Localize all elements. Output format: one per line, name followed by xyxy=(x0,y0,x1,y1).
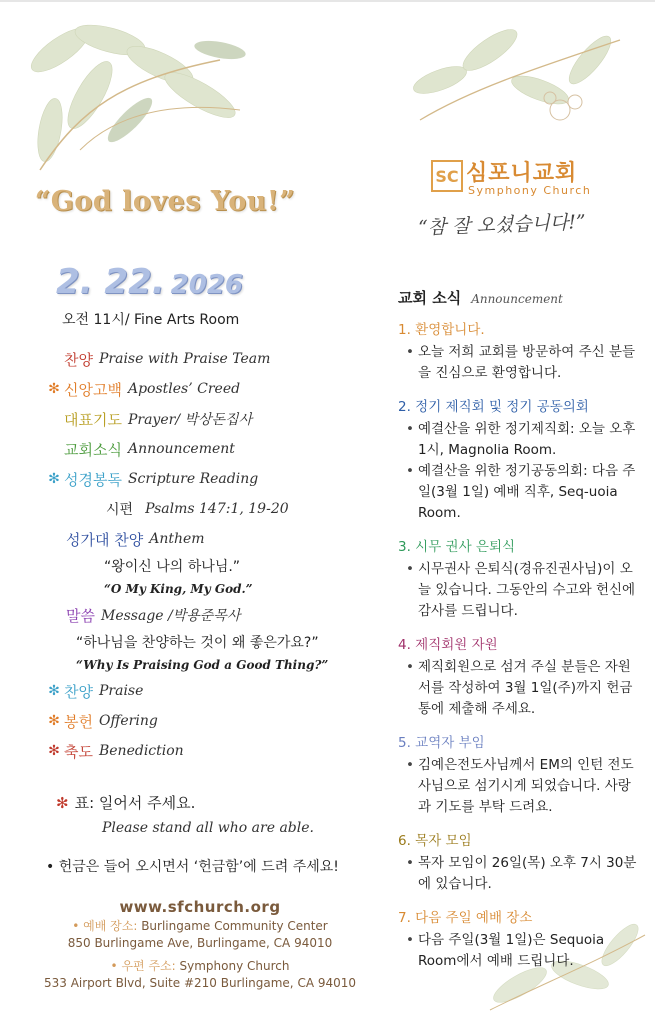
announcement-section xyxy=(398,829,638,895)
offering-note: • 헌금은 들어 오시면서 ‘헌금함’에 드려 주세요! xyxy=(46,859,339,875)
order-item-creed xyxy=(46,374,376,404)
order-item-prayer xyxy=(46,404,376,434)
order-item-announcement xyxy=(46,434,376,464)
asterisk-icon: ✻ xyxy=(48,471,60,487)
announcement-title xyxy=(398,287,563,308)
announcement-heading: 7. 다음 주일 예배 장소 xyxy=(398,910,533,926)
leaves-illustration-left xyxy=(20,20,260,180)
order-item-praise xyxy=(46,344,376,374)
order-item-message xyxy=(46,600,376,630)
anthem-title-ko-text: “왕이신 나의 하나님.” xyxy=(104,559,241,575)
sermon-title-ko xyxy=(46,630,376,654)
announcement-heading: 4. 제직회원 자원 xyxy=(398,637,498,653)
order-item-ko: 성가대 찬양 xyxy=(66,530,144,549)
footer xyxy=(0,898,400,992)
announcement-item: • 제직회원으로 섬겨 주실 분들은 자원서를 작성하여 3월 1일(주)까지 헌금통에 제출해 주세요. xyxy=(406,657,638,720)
sermon-title-ko-text: “하나님을 찬양하는 것이 왜 좋은가요?” xyxy=(76,635,319,651)
scripture-reference xyxy=(46,494,376,524)
announcement-item: • 다음 주일(3월 1일)은 Sequoia Room에서 예배 드립니다. xyxy=(406,930,638,972)
scripture-en: Psalms 147:1, 19-20 xyxy=(145,501,289,517)
church-logo-icon: SC xyxy=(431,160,463,192)
announcement-list xyxy=(398,318,638,983)
order-item-en: Benediction xyxy=(98,743,184,759)
order-item-ko: 말씀 xyxy=(66,606,95,625)
announcement-item: • 김예은전도사님께서 EM의 인턴 전도사님으로 섬기시게 되었습니다. 사랑과 기도를 부탁 드려요. xyxy=(406,755,638,818)
announcement-item: • 오늘 저희 교회를 방문하여 주신 분들을 진심으로 환영합니다. xyxy=(406,342,638,384)
order-item-ko: 신앙고백 xyxy=(64,380,122,399)
order-item-en: Message /박용준목사 xyxy=(100,608,241,624)
order-of-worship xyxy=(46,344,376,766)
announcement-item: • 시무권사 은퇴식(경유진권사님)이 오늘 있습니다. 그동안의 수고와 헌신에 감사를 드립니다. xyxy=(406,559,638,622)
announcement-heading: 2. 정기 제직회 및 정기 공동의회 xyxy=(398,399,589,415)
church-name-en: Symphony Church xyxy=(468,184,592,197)
sermon-title-en xyxy=(46,654,376,676)
announcement-title-ko: 교회 소식 xyxy=(398,289,462,307)
announcement-section xyxy=(398,633,638,720)
welcome-message: “참 잘 오셨습니다!” xyxy=(417,211,587,239)
worship-address: 850 Burlingame Ave, Burlingame, CA 94010 xyxy=(67,936,333,950)
worship-place: Burlingame Community Center xyxy=(141,919,328,933)
order-item-ko: 대표기도 xyxy=(64,410,122,429)
announcement-item: • 목자 모임이 26일(목) 오후 7시 30분에 있습니다. xyxy=(406,853,638,895)
order-item-en: Anthem xyxy=(149,531,205,547)
anthem-title-en-text: “O My King, My God.” xyxy=(104,582,253,596)
order-item-en: Praise with Praise Team xyxy=(98,351,271,367)
order-item-en: Praise xyxy=(98,683,144,699)
stand-note-en: Please stand all who are able. xyxy=(102,820,314,836)
announcement-section xyxy=(398,906,638,972)
leaves-illustration-right xyxy=(410,20,630,140)
god-loves-you-banner: “God loves You!” xyxy=(34,186,296,217)
sermon-title-en-text: “Why Is Praising God a Good Thing?” xyxy=(76,658,329,672)
announcement-section xyxy=(398,535,638,622)
order-item-benediction xyxy=(46,736,376,766)
order-item-ko: 교회소식 xyxy=(64,440,122,459)
order-item-ko: 찬양 xyxy=(64,350,93,369)
mail-address: 533 Airport Blvd, Suite #210 Burlingame, CA 94010 xyxy=(43,976,357,990)
top-border xyxy=(0,0,655,2)
order-item-ko: 성경봉독 xyxy=(64,470,122,489)
asterisk-icon: ✻ xyxy=(56,794,69,812)
order-item-anthem xyxy=(46,524,376,554)
order-item-en: Apostles’ Creed xyxy=(127,381,241,397)
order-item-offering xyxy=(46,706,376,736)
mail-name: Symphony Church xyxy=(179,959,290,973)
order-item-ko: 축도 xyxy=(64,742,93,761)
stand-note-ko: 표: 일어서 주세요. xyxy=(74,794,196,812)
asterisk-icon: ✻ xyxy=(48,713,60,729)
worship-place-line xyxy=(0,918,400,935)
order-item-closing-praise xyxy=(46,676,376,706)
time-place: 오전 11시/ Fine Arts Room xyxy=(62,312,240,328)
order-item-en: Announcement xyxy=(127,441,235,457)
announcement-section xyxy=(398,731,638,818)
announcement-heading: 3. 시무 권사 은퇴식 xyxy=(398,539,516,555)
website-link[interactable]: www.sfchurch.org xyxy=(119,898,281,916)
mail-label: • 우편 주소: xyxy=(110,959,180,973)
order-item-ko: 봉헌 xyxy=(64,712,93,731)
worship-label: • 예배 장소: xyxy=(72,919,142,933)
announcement-section xyxy=(398,395,638,524)
date-text: 2. 22. xyxy=(56,262,165,302)
announcement-item: • 예결산을 위한 정기제직회: 오늘 오후 1시, Magnolia Room. xyxy=(406,419,638,461)
order-item-en: Scripture Reading xyxy=(127,471,259,487)
announcement-heading: 1. 환영합니다. xyxy=(398,322,485,338)
announcement-heading: 6. 목자 모임 xyxy=(398,833,472,849)
order-item-ko: 찬양 xyxy=(64,682,93,701)
mail-address-line xyxy=(0,958,400,975)
announcement-section xyxy=(398,318,638,384)
announcement-title-en: Announcement xyxy=(471,292,563,306)
announcement-item: • 예결산을 위한 정기공동의회: 다음 주일(3월 1일) 예배 직후, Seq-uoia Room. xyxy=(406,461,638,524)
anthem-title-ko xyxy=(46,554,376,578)
asterisk-icon: ✻ xyxy=(48,743,60,759)
announcement-heading: 5. 교역자 부임 xyxy=(398,735,485,751)
order-item-en: Offering xyxy=(98,713,158,729)
church-name-ko: 심포니교회 xyxy=(466,161,578,186)
order-item-scripture xyxy=(46,464,376,494)
service-date xyxy=(56,262,243,302)
order-item-en: Prayer/ 박상돈집사 xyxy=(127,412,253,428)
year-text: 2026 xyxy=(170,270,244,300)
asterisk-icon: ✻ xyxy=(48,683,60,699)
anthem-title-en xyxy=(46,578,376,600)
asterisk-icon: ✻ xyxy=(48,381,60,397)
scripture-ko: 시편 xyxy=(106,502,134,518)
stand-note xyxy=(56,792,195,813)
